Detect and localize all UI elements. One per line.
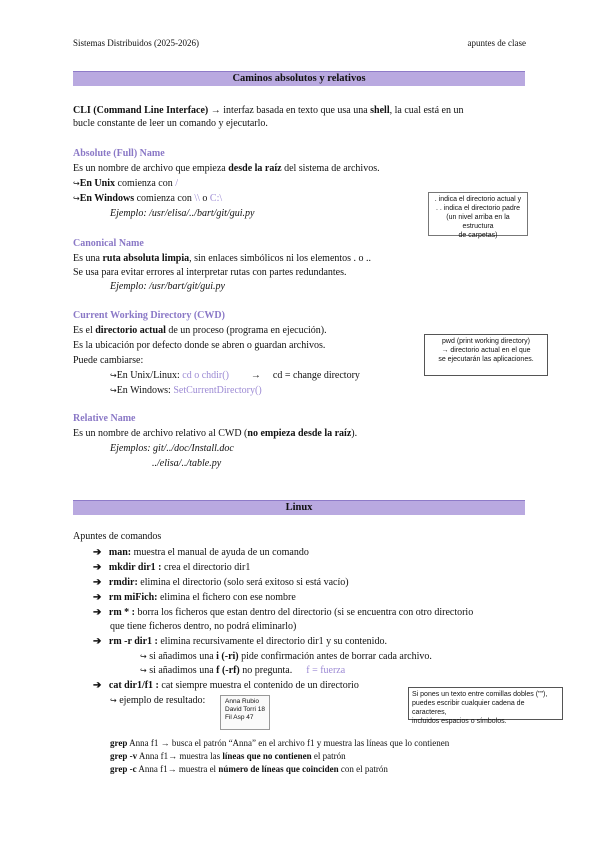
canonical-title: Canonical Name <box>73 238 144 249</box>
note-dot-dirs: . indica el directorio actual y . . indica el directorio padre (un nivel arriba en la estructura de carpetas) <box>428 192 528 236</box>
cwd-line3: Puede cambiarse: <box>73 355 144 366</box>
cwd-title: Current Working Directory (CWD) <box>73 310 225 321</box>
header-left: Sistemas Distribuidos (2025-2026) <box>73 38 199 48</box>
section-bar-caminos: Caminos absolutos y relativos <box>73 71 525 86</box>
canonical-line2: Se usa para evitar errores al interpretar rutas con partes redundantes. <box>73 267 347 278</box>
canonical-line1: Es una ruta absoluta limpia, sin enlaces simbólicos ni los elementos . o .. <box>73 253 372 264</box>
list-item: ➔ rm * : borra los ficheros que estan dentro del directorio (si se encuentra con otro directorio <box>93 607 474 618</box>
relative-line1: Es un nombre de archivo relativo al CWD (no empieza desde la raíz). <box>73 428 358 439</box>
absolute-title: Absolute (Full) Name <box>73 148 165 159</box>
absolute-line3: ↪En Windows comienza con \\ o C:\ <box>73 193 223 204</box>
cwd-line2: Es la ubicación por defecto donde se abren o guardan archivos. <box>73 340 326 351</box>
result-example-box: Anna Rubio David Torri 18 Fil Asp 47 <box>220 695 270 730</box>
cat-sub: ↪ ejemplo de resultado: <box>110 695 206 706</box>
rmr-sub2: ↪ si añadimos una f (-rf) no pregunta. f = fuerza <box>140 665 346 676</box>
cli-line2: bucle constante de leer un comando y ejecutarlo. <box>73 118 268 129</box>
cwd-line5: ↪En Windows: SetCurrentDirectory() <box>110 385 262 396</box>
list-item: ➔ mkdir dir1 : crea el directorio dir1 <box>93 562 251 573</box>
rmr-sub1: ↪ si añadimos una i (-ri) pide confirmación antes de borrar cada archivo. <box>140 651 432 662</box>
absolute-line1: Es un nombre de archivo que empieza desde la raíz del sistema de archivos. <box>73 163 380 174</box>
cwd-line1: Es el directorio actual de un proceso (programa en ejecución). <box>73 325 327 336</box>
canonical-example: Ejemplo: /usr/bart/git/gui.py <box>110 281 225 292</box>
note-pwd: pwd (print working directory) → directorio actual en el que se ejecutarán las aplicaciones. <box>424 334 548 376</box>
absolute-line2: ↪En Unix comienza con / <box>73 178 179 189</box>
list-item: ➔ rm -r dir1 : elimina recursivamente el directorio dir1 y su contenido. <box>93 636 387 647</box>
relative-example1: Ejemplos: git/../doc/Install.doc <box>110 443 234 454</box>
absolute-example: Ejemplo: /usr/elisa/../bart/git/gui.py <box>110 208 255 219</box>
relative-example2: ../elisa/../table.py <box>152 458 222 469</box>
relative-title: Relative Name <box>73 413 136 424</box>
rm-star-continuation: que tiene ficheros dentro, no podrá eliminarlo) <box>110 621 297 632</box>
grep-line1: grep Anna f1 → busca el patrón “Anna” en el archivo f1 y muestra las líneas que lo contienen <box>110 738 450 748</box>
list-item: ➔ man: muestra el manual de ayuda de un comando <box>93 547 309 558</box>
grep-line2: grep -v Anna f1→ muestra las líneas que no contienen el patrón <box>110 751 346 761</box>
header-right: apuntes de clase <box>467 38 526 48</box>
grep-line3: grep -c Anna f1→ muestra el número de líneas que coinciden con el patrón <box>110 764 388 774</box>
list-item: ➔ rmdir: elimina el directorio (solo será exitoso si está vacío) <box>93 577 349 588</box>
cwd-line4: ↪En Unix/Linux: cd o chdir() → cd = change directory <box>110 370 360 381</box>
list-item: ➔ rm miFich: elimina el fichero con ese nombre <box>93 592 296 603</box>
section-bar-linux: Linux <box>73 500 525 515</box>
note-quotes: Si pones un texto entre comillas dobles (""), puedes escribir cualquier cadena de caracteres, incluidos espacios o símbolos. <box>408 687 563 720</box>
linux-intro: Apuntes de comandos <box>73 531 162 542</box>
list-item: ➔ cat dir1/f1 : cat siempre muestra el contenido de un directorio <box>93 680 359 691</box>
cli-paragraph: CLI (Command Line Interface) → interfaz basada en texto que usa una shell, la cual está en un <box>73 105 464 116</box>
